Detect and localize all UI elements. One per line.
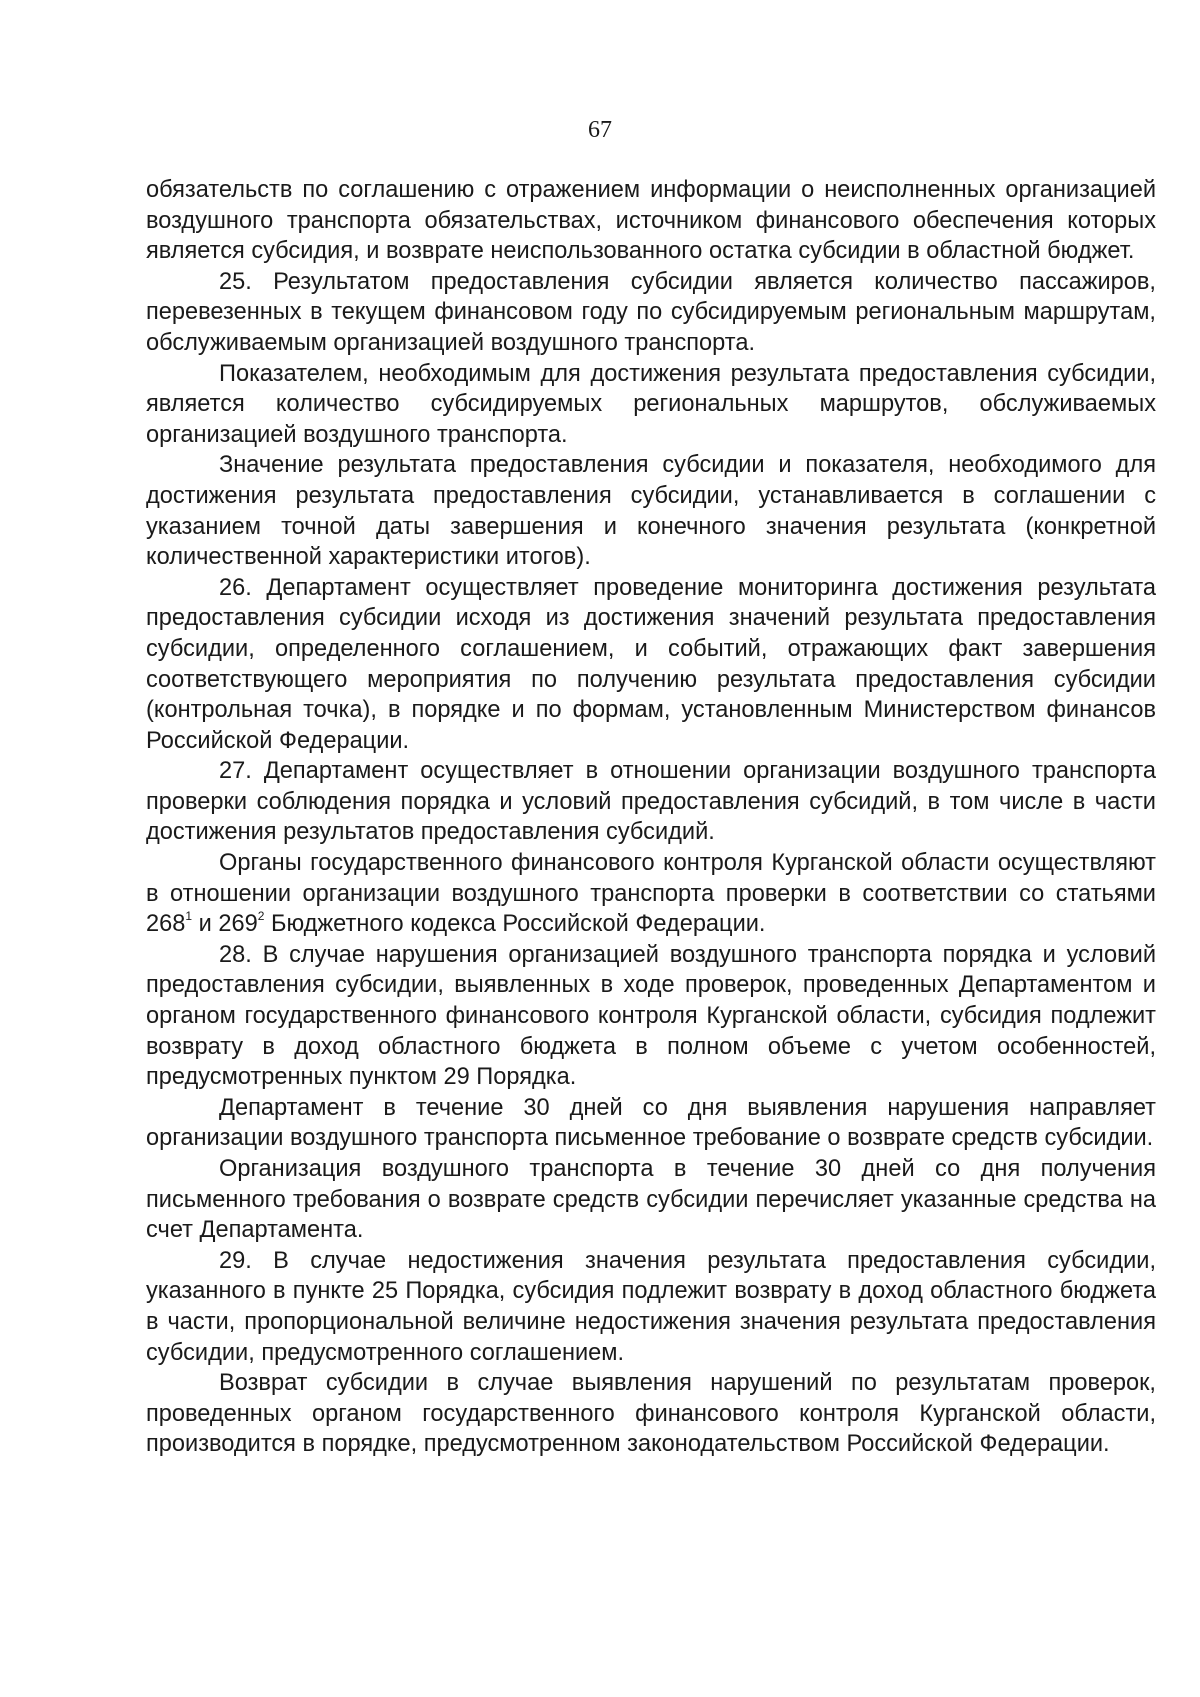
- paragraph-department-demand: Департамент в течение 30 дней со дня выявления нарушения направляет организации воздушного транспорта письменное требование о возврате средств субсидии.: [146, 1094, 1156, 1152]
- document-body: [146, 175, 1156, 1460]
- paragraph-item-29: 29. В случае недостижения значения результата предоставления субсидии, указанного в пункте 25 Порядка, субсидия подлежит возврату в доход областного бюджета в части, пропорциональной величине недостижения значения результата предоставления субсидии, предусмотренного соглашением.: [146, 1247, 1156, 1366]
- control-bodies-text-start: Органы государственного финансового контроля Курганской области осуществляют в отношении организации воздушного транспорта проверки в соответствии со статьями 268: [146, 850, 1156, 938]
- paragraph-indicator: Показателем, необходимым для достижения результата предоставления субсидии, является количество субсидируемых региональных маршрутов, обслуживаемых организацией воздушного транспорта.: [146, 360, 1156, 448]
- paragraph-item-26: 26. Департамент осуществляет проведение мониторинга достижения результата предоставления субсидии исходя из достижения значений результата предоставления субсидии, определенного соглашением, и событий, отражающих факт завершения соответствующего мероприятия по получению результата предоставления субсидии (контрольная точка), в порядке и по формам, установленным Министерством финансов Российской Федерации.: [146, 574, 1156, 754]
- paragraph-refund-procedure: Возврат субсидии в случае выявления нарушений по результатам проверок, проведенных органом государственного финансового контроля Курганской области, производится в порядке, предусмотренном законодательством Российской Федерации.: [146, 1370, 1156, 1458]
- paragraph-control-bodies: [146, 848, 1156, 940]
- page-number: 67: [588, 117, 612, 143]
- paragraph-organization-refund: Организация воздушного транспорта в течение 30 дней со дня получения письменного требования о возврате средств субсидии перечисляет указанные средства на счет Департамента.: [146, 1156, 1156, 1244]
- control-bodies-text-end: Бюджетного кодекса Российской Федерации.: [264, 911, 766, 938]
- paragraph-item-28: 28. В случае нарушения организацией воздушного транспорта порядка и условий предоставления субсидии, выявленных в ходе проверок, проведенных Департаментом и органом государственного финансового контроля Курганской области, субсидия подлежит возврату в доход областного бюджета в полном объеме с учетом особенностей, предусмотренных пунктом 29 Порядка.: [146, 941, 1156, 1091]
- paragraph-item-25: 25. Результатом предоставления субсидии является количество пассажиров, перевезенных в текущем финансовом году по субсидируемым региональным маршрутам, обслуживаемым организацией воздушного транспорта.: [146, 268, 1156, 356]
- footnote-sup-1: 1: [185, 909, 193, 924]
- paragraph-continuation: обязательств по соглашению с отражением информации о неисполненных организацией воздушного транспорта обязательствах, источником финансового обеспечения которых является субсидия, и возврате неиспользованного остатка субсидии в областной бюджет.: [146, 177, 1156, 265]
- control-bodies-text-middle: и 269: [192, 911, 258, 938]
- footnote-sup-2: 2: [257, 909, 265, 924]
- paragraph-result-value: Значение результата предоставления субсидии и показателя, необходимого для достижения результата предоставления субсидии, устанавливается в соглашении с указанием точной даты завершения и конечного значения результата (конкретной количественной характеристики итогов).: [146, 452, 1156, 571]
- paragraph-item-27: 27. Департамент осуществляет в отношении организации воздушного транспорта проверки соблюдения порядка и условий предоставления субсидий, в том числе в части достижения результатов предоставления субсидий.: [146, 758, 1156, 846]
